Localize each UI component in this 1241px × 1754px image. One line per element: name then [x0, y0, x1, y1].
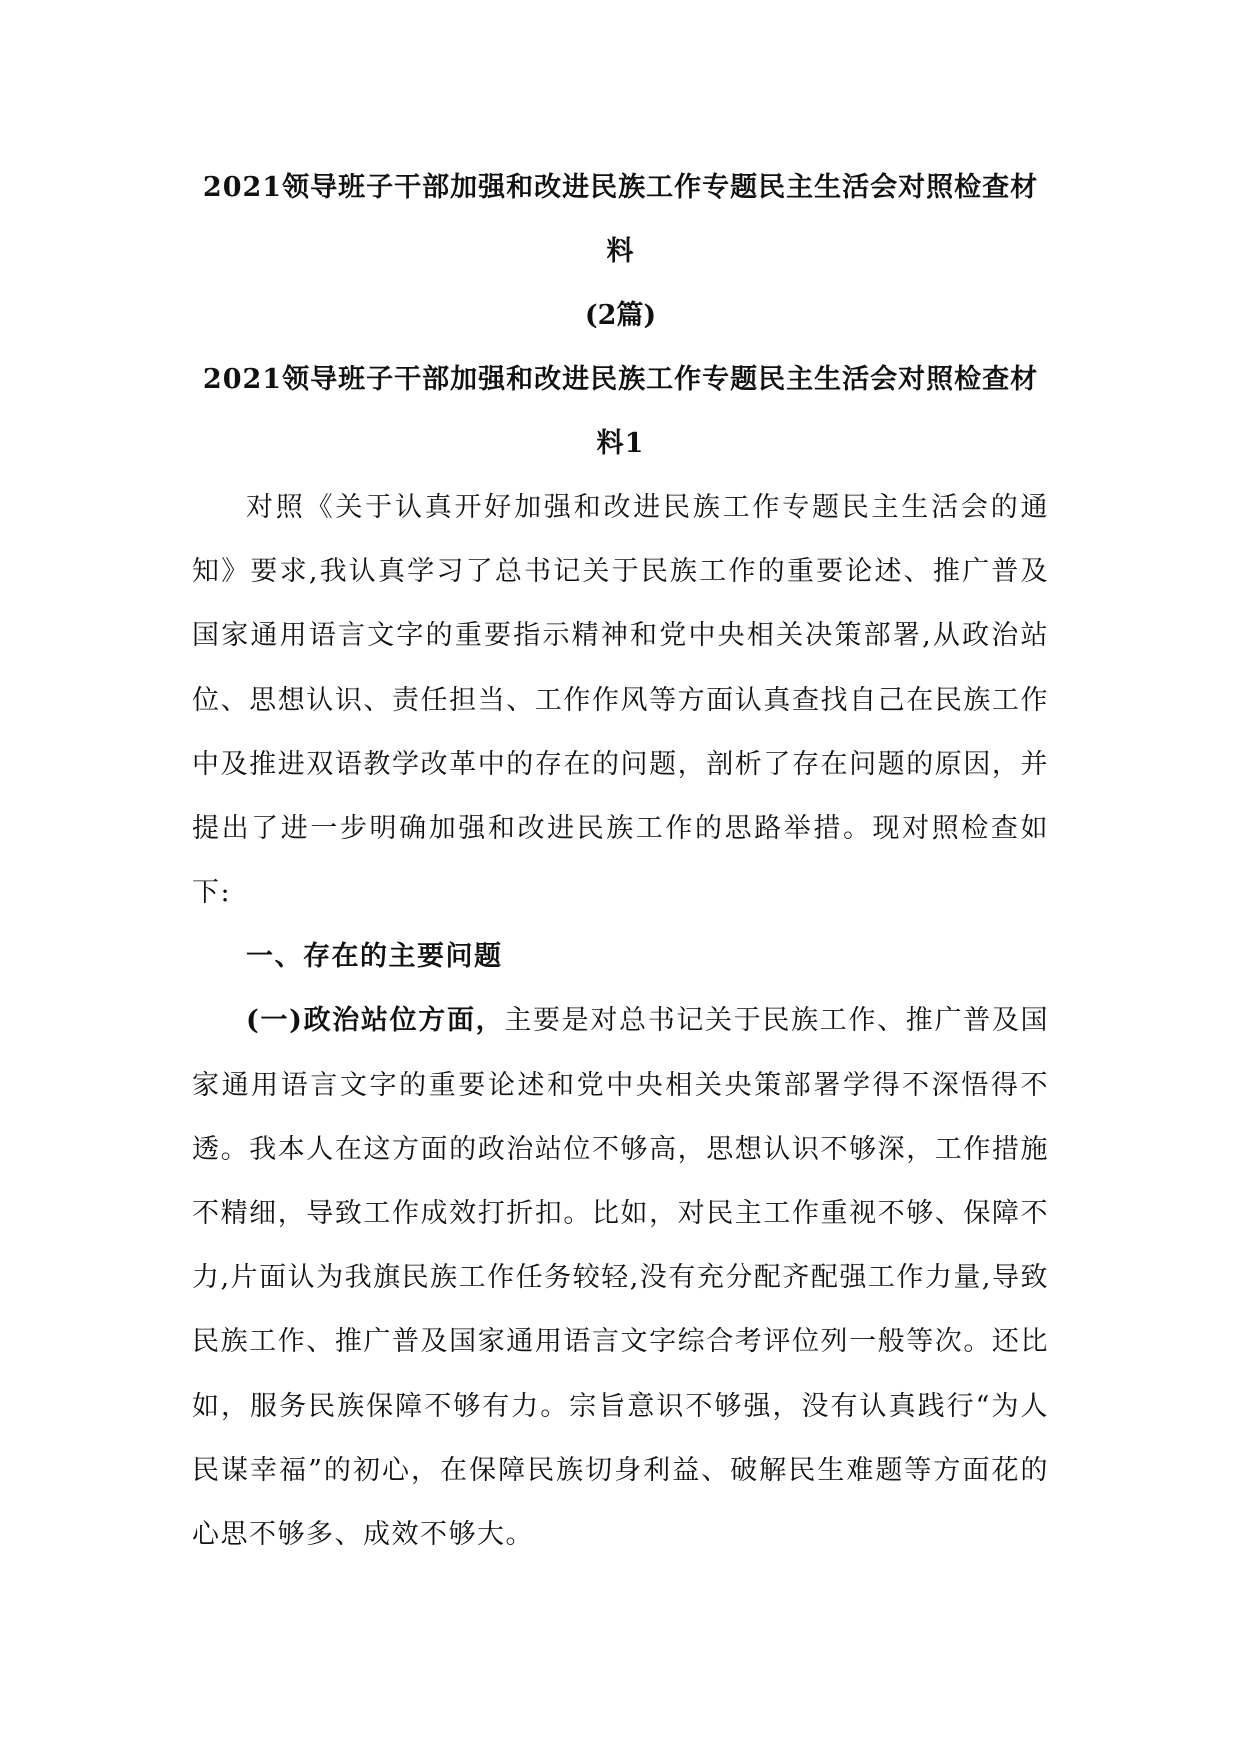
section-heading: 一、存在的主要问题: [246, 941, 503, 973]
sub-title: 2021领导班子干部加强和改进民族工作专题民主生活会对照检查材料1: [202, 364, 1039, 459]
main-title-count: (2篇): [584, 300, 657, 331]
point-1-paragraph: [192, 989, 1049, 1567]
document-body: [192, 156, 1049, 1567]
intro-paragraph: 对照《关于认真开好加强和改进民族工作专题民主生活会的通知》要求,我认真学习了总书记关于民族工作的重要论述、推广普及国家通用语言文字的重要指示精神和党中央相关决策部署,从政治站位、思想认识、责任担当、工作作风等方面认真查找自己在民族工作中及推进双语教学改革中的存在的问题，剖析了存在问题的原因，并提出了进一步明确加强和改进民族工作的思路举措。现对照检查如下:: [192, 492, 1049, 909]
main-title: 2021领导班子干部加强和改进民族工作专题民主生活会对照检查材料: [202, 172, 1039, 267]
point-1-lead: (一)政治站位方面，: [246, 1005, 505, 1037]
point-1-body: 主要是对总书记关于民族工作、推广普及国家通用语言文字的重要论述和党中央相关央策部署学得不深悟得不透。我本人在这方面的政治站位不够高，思想认识不够深，工作措施不精细，导致工作成效打折扣。比如，对民主工作重视不够、保障不力,片面认为我旗民族工作任务较轻,没有充分配齐配强工作力量,导致民族工作、推广普及国家通用语言文字综合考评位列一般等次。还比如，服务民族保障不够有力。宗旨意识不够强，没有认真践行“为人民谋幸福”的初心，在保障民族切身利益、破解民生难题等方面花的心思不够多、成效不够大。: [192, 1005, 1050, 1551]
